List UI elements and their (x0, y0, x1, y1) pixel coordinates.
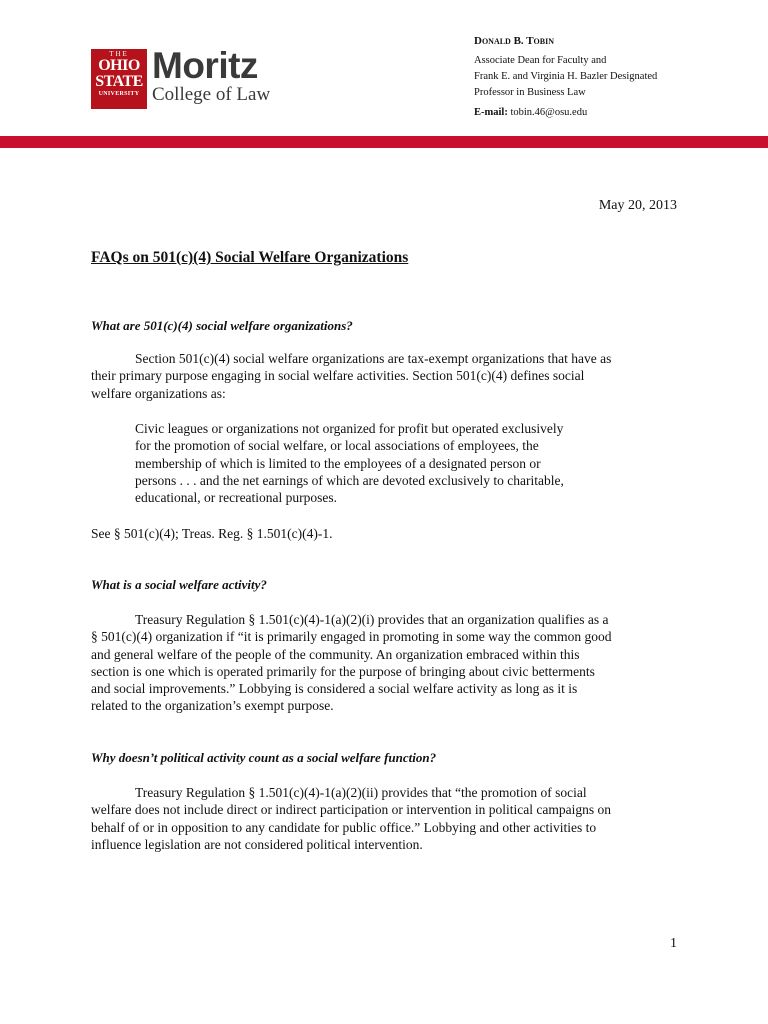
paragraph-line: related to the organization’s exempt purpose. (91, 698, 334, 714)
osu-block-logo (91, 49, 147, 109)
section-question: What are 501(c)(4) social welfare organizations? (91, 318, 353, 333)
paragraph-line: welfare does not include direct or indirect participation or intervention in political campaigns on (91, 802, 611, 818)
header-divider-bar (0, 136, 768, 148)
author-title-line: Professor in Business Law (474, 87, 586, 98)
paragraph-line: and general welfare of the people of the community. An organization embraced within this (91, 646, 580, 662)
quote-line: educational, or recreational purposes. (135, 490, 338, 506)
paragraph-line: § 501(c)(4) organization if “it is primarily engaged in promoting in some way the common good (91, 629, 612, 645)
moritz-logo (91, 45, 277, 113)
document-title: FAQs on 501(c)(4) Social Welfare Organizations (91, 249, 409, 266)
paragraph-line: their primary purpose engaging in social welfare activities. Section 501(c)(4) defines social (91, 368, 585, 384)
paragraph-line: Section 501(c)(4) social welfare organizations are tax-exempt organizations that have as (135, 351, 612, 366)
osu-ohio: OHIO (98, 57, 140, 74)
email-address[interactable]: tobin.46@osu.edu (510, 107, 588, 118)
document-date: May 20, 2013 (598, 198, 677, 213)
paragraph (91, 350, 677, 402)
author-name: Donald B. Tobin (474, 35, 555, 47)
osu-university: UNIVERSITY (98, 91, 140, 97)
page-number: 1 (670, 936, 677, 951)
section-question: What is a social welfare activity? (91, 577, 267, 592)
citation: See § 501(c)(4); Treas. Reg. § 1.501(c)(4)-1. (91, 526, 333, 541)
quote-line: Civic leagues or organizations not organized for profit but operated exclusively (135, 421, 564, 436)
paragraph-line: behalf of or in opposition to any candidate for public office.” Lobbying and other activities to (91, 819, 597, 835)
paragraph-line: section is one which is operated primarily for the purpose of bringing about civic betterments (91, 663, 595, 679)
school-name: Moritz (152, 45, 258, 86)
section-question: Why doesn’t political activity count as a social welfare function? (91, 750, 437, 765)
quote-line: membership of which is limited to the employees of a designated person or (135, 455, 541, 471)
paragraph-line: influence legislation are not considered political intervention. (91, 836, 423, 852)
author-title-line: Associate Dean for Faculty and (474, 55, 607, 66)
email-label: E-mail: (474, 107, 508, 118)
email-line (474, 105, 657, 121)
block-quote (135, 420, 635, 506)
paragraph-line: welfare organizations as: (91, 385, 226, 401)
contact-block (474, 33, 657, 121)
paragraph (91, 611, 677, 715)
osu-state: STATE (95, 73, 143, 90)
paragraph-line: Treasury Regulation § 1.501(c)(4)-1(a)(2)(ii) provides that “the promotion of social (135, 785, 587, 800)
author-title-line: Frank E. and Virginia H. Bazler Designated (474, 71, 658, 82)
quote-line: for the promotion of social welfare, or local associations of employees, the (135, 438, 539, 454)
quote-line: persons . . . and the net earnings of which are devoted exclusively to charitable, (135, 472, 564, 488)
paragraph-line: Treasury Regulation § 1.501(c)(4)-1(a)(2)(i) provides that an organization qualifies as a (135, 612, 609, 627)
osu-the: THE (109, 50, 129, 58)
college-name: College of Law (152, 84, 271, 105)
paragraph (91, 784, 677, 853)
paragraph-line: and social improvements.” Lobbying is considered a social welfare activity as long as it is (91, 681, 578, 697)
